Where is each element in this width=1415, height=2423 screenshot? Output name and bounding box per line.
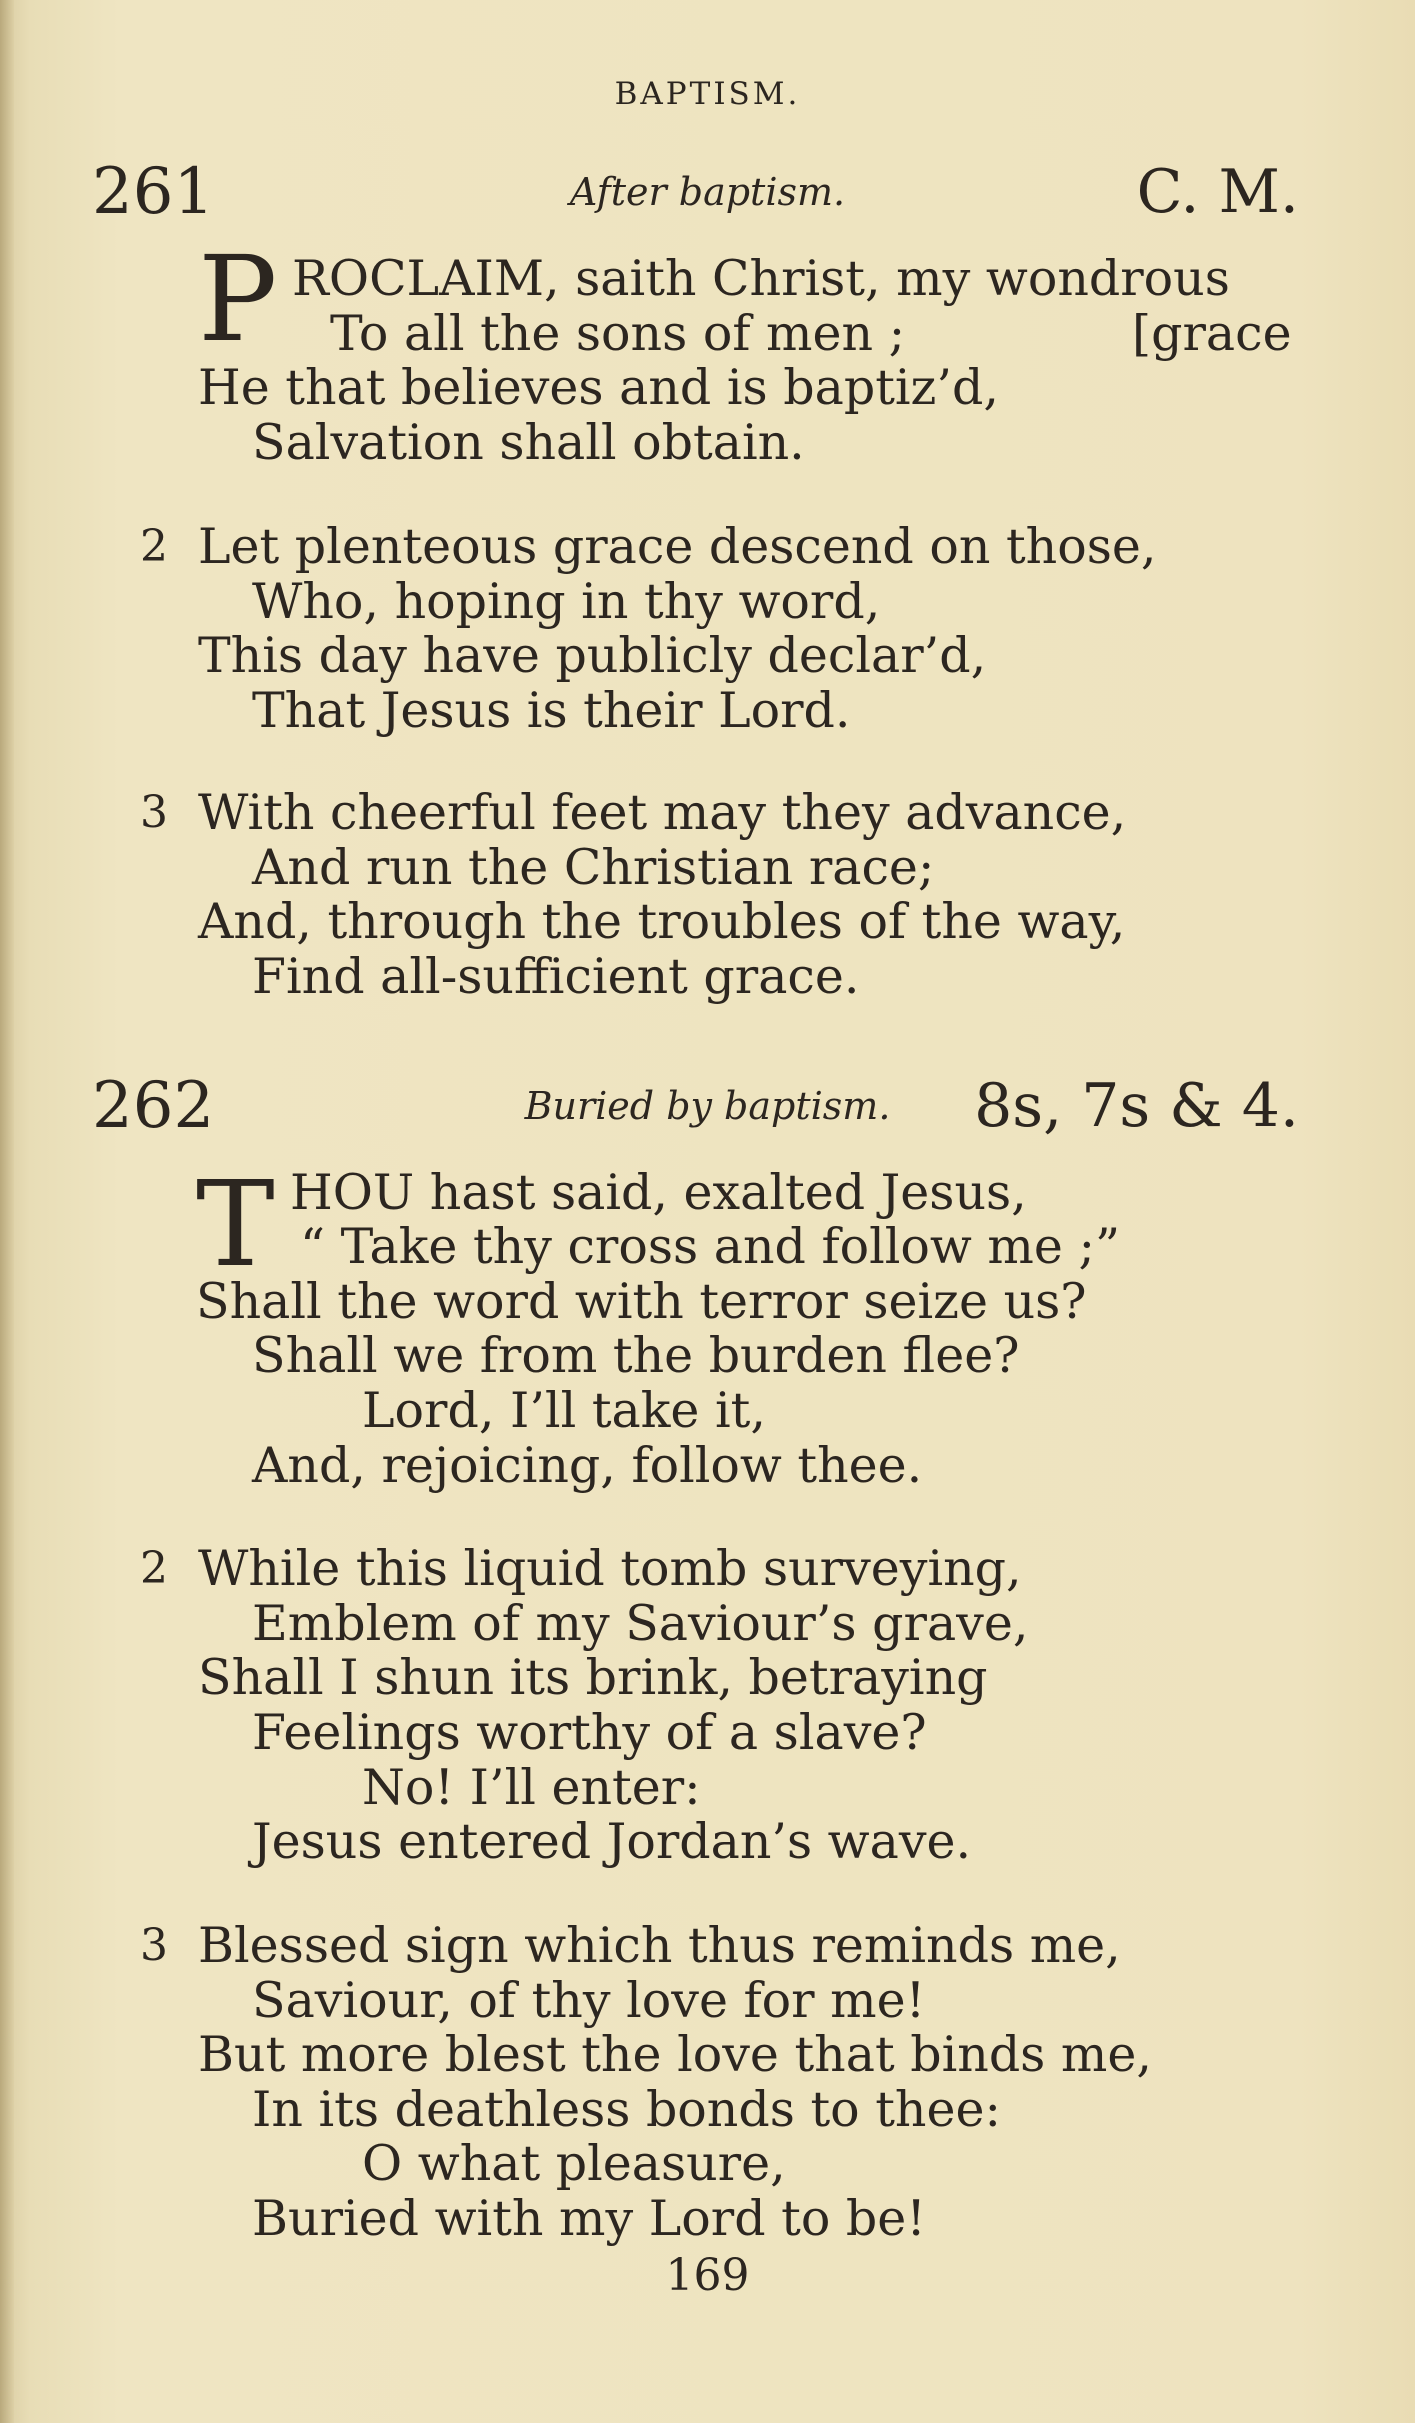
verse-line: In its deathless bonds to thee: [252,2081,1001,2138]
verse-line: But more blest the love that binds me, [198,2026,1152,2083]
verse-line: [grace [1132,305,1292,362]
verse-line: And run the Christian race; [252,839,935,896]
verse-line: Jesus entered Jordan’s wave. [252,1813,972,1870]
verse-line: Salvation shall obtain. [252,414,805,471]
verse-line: This day have publicly declar’d, [198,627,987,684]
verse-line: Lord, I’ll take it, [362,1382,766,1439]
running-head: BAPTISM. [614,76,801,112]
hymn-261-header [0,152,1415,232]
hymn-262-header [0,1066,1415,1146]
verse-line: While this liquid tomb surveying, [198,1540,1022,1597]
verse-line: That Jesus is their Lord. [252,682,851,739]
verse-line: And, through the troubles of the way, [198,893,1126,950]
verse-line: And, rejoicing, follow thee. [252,1437,923,1494]
verse-line: “ Take thy cross and follow me ;” [300,1218,1121,1275]
verse-line: Shall the word with terror seize us? [196,1273,1087,1330]
verse-line: With cheerful feet may they advance, [198,784,1127,841]
verse-line: Saviour, of thy love for me! [252,1972,926,2029]
verse-line: Emblem of my Saviour’s grave, [252,1595,1029,1652]
page-number: 169 [665,2250,750,2301]
verse-line: O what pleasure, [362,2135,786,2192]
verse-line: Blessed sign which thus reminds me, [198,1917,1121,1974]
verse-line: Shall I shun its brink, betraying [198,1649,988,1706]
drop-cap: P [198,230,278,368]
verse-number: 2 [140,1543,168,1594]
hymn-title: Buried by baptism. [524,1084,891,1128]
verse-line: No! I’ll enter: [362,1759,701,1816]
hymn-meter: C. M. [1136,157,1299,227]
verse-line: Let plenteous grace descend on those, [198,518,1157,575]
drop-cap: T [196,1155,275,1293]
verse-number: 3 [140,1920,168,1971]
hymn-number: 262 [92,1069,215,1143]
verse-line: Buried with my Lord to be! [252,2190,926,2247]
verse-line: HOU hast said, exalted Jesus, [290,1164,1027,1221]
verse-line: Feelings worthy of a slave? [252,1704,927,1761]
hymn-meter: 8s, 7s & 4. [974,1071,1299,1141]
verse-line: Find all-sufficient grace. [252,948,860,1005]
verse-line: He that believes and is baptiz’d, [198,359,999,416]
verse-number: 3 [140,787,168,838]
book-spine-shadow [0,0,14,2423]
hymn-number: 261 [92,155,215,229]
verse-line: To all the sons of men ; [330,305,906,362]
verse-number: 2 [140,521,168,572]
verse-line: Who, hoping in thy word, [252,573,881,630]
verse-line: ROCLAIM, saith Christ, my wondrous [292,250,1230,307]
verse-line: Shall we from the burden flee? [252,1327,1020,1384]
hymn-title: After baptism. [569,170,846,214]
